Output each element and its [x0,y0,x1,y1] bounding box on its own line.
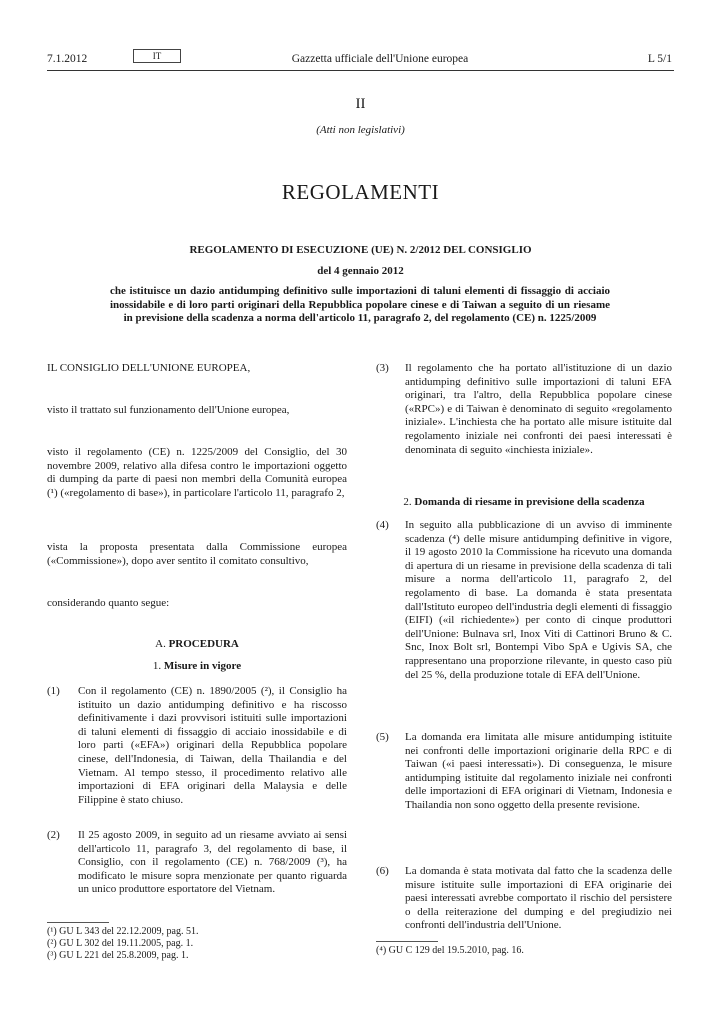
page-reference: L 5/1 [647,53,672,65]
heading-1-prefix: 1. [152,660,162,672]
citation-treaty: visto il trattato sul funzionamento dell'Unione europea, [47,404,290,416]
recital-4-number: (4) [376,519,389,531]
footnote-1: (¹) GU L 343 del 22.12.2009, pag. 51. [47,926,199,937]
heading-a [47,638,347,650]
recital-6-number: (6) [376,865,389,877]
language-code-box: IT [133,49,181,63]
section-type: (Atti non legislativi) [316,124,405,136]
heading-a-prefix: A. [155,638,166,650]
footnote-rule-left [47,922,109,923]
regulation-date: del 4 gennaio 2012 [317,265,404,277]
heading-2-prefix: 2. [403,496,412,508]
recital-4-text: In seguito alla pubblicazione di un avviso di imminente scadenza (⁴) delle misure antidumping definitive in vigore, il 19 agosto 2010 la Commissione ha ricevuto una domanda di apertura di un riesame in previsione della scadenza di tali misure a norma dell'articolo 11, paragrafo 2, del regolamento di base. La domanda è stata presentata dall'Istituto europeo dell'industria degli elementi di fissaggio (EIFI) («il richiedente») per conto di cinque produttori dell'Unione: Bulnava srl, Inox Viti di Cattinori Bruno & C. Snc, Inox Bolt srl, Bontempi Vibo SpA e Ugivis SA, che rappresentano una proporzione rilevante, in questo caso più del 25 %, della produzione totale di EFA dell'Unione. [405,519,672,681]
recital-1-text: Con il regolamento (CE) n. 1890/2005 (²), il Consiglio ha istituito un dazio antidumping definitivo e ha riscosso definitivamente i dazi provvisori istituiti sulle importazioni di taluni elementi di fissaggio di acciaio inossidabile e di loro parti («EFA») originari della Repubblica popolare cinese, dell'Indonesia, di Taiwan, della Thailandia e del Vietnam. Al tempo stesso, il procedimento relativo alle importazioni di EFA originari della Malaysia e delle Filippine è stato chiuso. [78,685,347,806]
recital-2-text: Il 25 agosto 2009, in seguito ad un riesame avviato ai sensi dell'articolo 11, paragrafo 3, del regolamento di base, il Consiglio, con il regolamento (CE) n. 768/2009 (³), ha modificato le misure sopra menzionate per quanto riguarda un unico produttore esportatore del Vietnam. [78,829,347,896]
heading-2 [376,496,672,508]
recital-5-number: (5) [376,731,389,743]
regulation-subtitle: che istituisce un dazio antidumping definitivo sulle importazioni di taluni elementi di fissaggio di acciaio inossidabile e di loro parti originari della Repubblica popolare cinese e di Taiwan a seguito di un riesame in previsione della scadenza a norma dell'articolo 11, paragrafo 2, del regolamento (CE) n. 1225/2009 [110,285,610,324]
recital-1-number: (1) [47,685,60,697]
recital-3-number: (3) [376,362,389,374]
recital-6-text: La domanda è stata motivata dal fatto che la scadenza delle misure istituite sulle importazioni di EFA originarie dei paesi interessati avrebbe comportato il rischio del persistere o della reiterazione del dumping e del pregiudizio nei confronti dell'industria dell'Unione. [405,865,672,932]
header-rule [47,70,674,71]
footnote-4: (⁴) GU C 129 del 19.5.2010, pag. 16. [376,945,524,956]
recital-2-number: (2) [47,829,60,841]
section-title: REGOLAMENTI [281,180,440,204]
considerando-line: considerando quanto segue: [47,597,170,609]
journal-title: Gazzetta ufficiale dell'Unione europea [291,53,469,65]
citation-proposal: vista la proposta presentata dalla Commissione europea («Commissione»), dopo aver sentito il comitato consultivo, [47,541,347,567]
section-number: II [355,96,366,112]
footnote-rule-right [376,941,438,942]
heading-1-text: Misure in vigore [163,660,242,672]
heading-a-text: PROCEDURA [168,638,239,650]
citation-basic-regulation: visto il regolamento (CE) n. 1225/2009 del Consiglio, del 30 novembre 2009, relativo alla difesa contro le importazioni oggetto di dumping da parte di paesi non membri della Comunità europea (¹) («regolamento di base»), in particolare l'articolo 11, paragrafo 2, [47,446,347,499]
heading-2-text: Domanda di riesame in previsione della scadenza [414,496,645,508]
council-line: IL CONSIGLIO DELL'UNIONE EUROPEA, [47,362,251,374]
regulation-name: REGOLAMENTO DI ESECUZIONE (UE) N. 2/2012 DEL CONSIGLIO [189,244,532,256]
heading-1 [47,660,347,672]
recital-3-text: Il regolamento che ha portato all'istituzione di un dazio antidumping definitivo sulle importazioni di taluni EFA originari, tra l'altro, della Repubblica popolare cinese («RPC») e di Taiwan è denominato di seguito «regolamento iniziale». L'inchiesta che ha portato alle misure istituite dal regolamento iniziale nei confronti dei paesi interessati è denominata di seguito «inchiesta iniziale». [405,362,672,456]
footnote-3: (³) GU L 221 del 25.8.2009, pag. 1. [47,950,189,961]
recital-5-text: La domanda era limitata alle misure antidumping istituite nei confronti delle importazioni originarie della RPC e di Taiwan («i paesi interessati»). Di conseguenza, le misure antidumping istituite dal regolamento iniziale nei confronti delle importazioni di EFA originari di Vietnam, Indonesia e Thailandia non sono oggetto della presente revisione. [405,731,672,811]
footnote-2: (²) GU L 302 del 19.11.2005, pag. 1. [47,938,194,949]
publication-date: 7.1.2012 [47,53,88,65]
